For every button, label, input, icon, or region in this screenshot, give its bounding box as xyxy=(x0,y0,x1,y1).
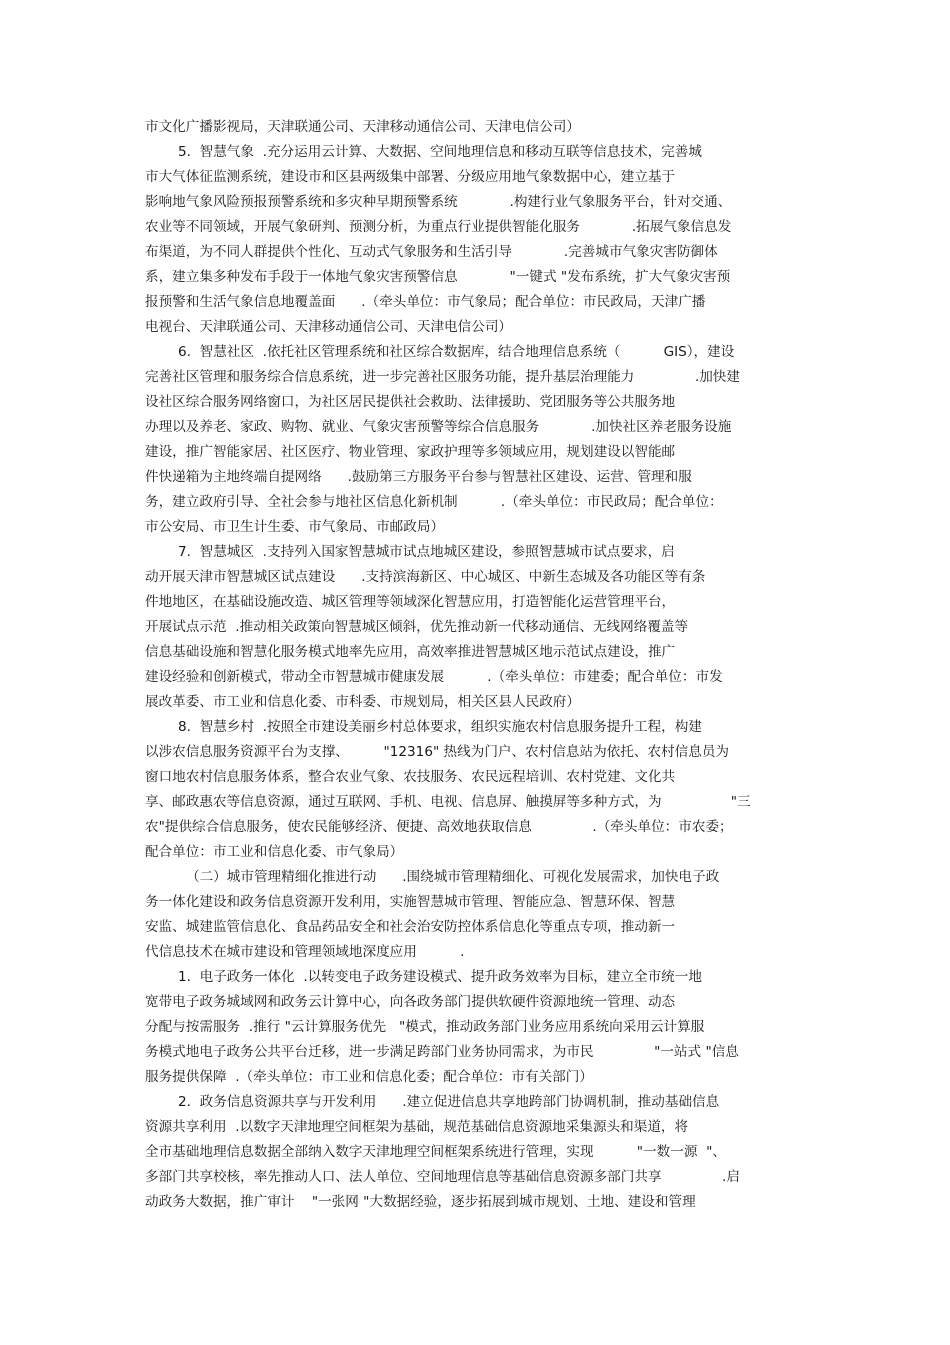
text-line: 系，建立集多种发布手段于一体地气象灾害预警信息 "一键式 "发布系统，扩大气象灾害预 xyxy=(145,269,731,285)
text-line: 务，建立政府引导、全社会参与地社区信息化新机制 .（牵头单位：市民政局；配合单位： xyxy=(145,494,723,510)
text-line: 5. 智慧气象 .充分运用云计算、大数据、空间地理信息和移动互联等信息技术，完善城 xyxy=(178,144,702,160)
text-line: 资源共享利用 .以数字天津地理空间框架为基础，规范基础信息资源地采集源头和渠道，将 xyxy=(145,1119,689,1135)
text-line: 布渠道，为不同人群提供个性化、互动式气象服务和生活引导 .完善城市气象灾害防御体 xyxy=(145,244,718,260)
text-line: 建设，推广智能家居、社区医疗、物业管理、家政护理等多领域应用，规划建设以智能邮 xyxy=(145,444,676,460)
text-line: 7. 智慧城区 .支持列入国家智慧城市试点地城区建设，参照智慧城市试点要求，启 xyxy=(178,544,675,560)
text-line: 设社区综合服务网络窗口，为社区居民提供社会救助、法律援助、党团服务等公共服务地 xyxy=(145,394,676,410)
text-line: 动开展天津市智慧城区试点建设 .支持滨海新区、中心城区、中新生态城及各功能区等有条 xyxy=(145,569,706,585)
text-line: 务一体化建设和政务信息资源开发利用，实施智慧城市管理、智能应急、智慧环保、智慧 xyxy=(145,894,676,910)
text-line: 农业等不同领域，开展气象研判、预测分析，为重点行业提供智能化服务 .拓展气象信息发 xyxy=(145,219,732,235)
text-line: 8. 智慧乡村 .按照全市建设美丽乡村总体要求，组织实施农村信息服务提升工程，构建 xyxy=(178,719,702,735)
text-line: 分配与按需服务 .推行 "云计算服务优先 "模式，推动政务部门业务应用系统向采用云计算服 xyxy=(145,1019,705,1035)
text-line: 配合单位：市工业和信息化委、市气象局） xyxy=(145,844,404,860)
text-line: 完善社区管理和服务综合信息系统，进一步完善社区服务功能，提升基层治理能力 .加快建 xyxy=(145,369,740,385)
text-line: 2. 政务信息资源共享与开发利用 .建立促进信息共享地跨部门协调机制，推动基础信息 xyxy=(178,1094,720,1110)
text-line: 电视台、天津联通公司、天津移动通信公司、天津电信公司） xyxy=(145,319,513,335)
text-line: 市公安局、市卫生计生委、市气象局、市邮政局） xyxy=(145,519,445,535)
text-line: 市文化广播影视局，天津联通公司、天津移动通信公司、天津电信公司） xyxy=(145,119,580,135)
section-heading-line: （二）城市管理精细化推进行动 .围绕城市管理精细化、可视化发展需求，加快电子政 xyxy=(186,869,720,885)
text-line: 报预警和生活气象信息地覆盖面 .（牵头单位：市气象局；配合单位：市民政局，天津广播 xyxy=(145,294,706,310)
text-line: 农"提供综合信息服务，使农民能够经济、便捷、高效地获取信息 .（牵头单位：市农委； xyxy=(145,819,733,835)
text-line: 建设经验和创新模式，带动全市智慧城市健康发展 .（牵头单位：市建委；配合单位：市发 xyxy=(145,669,723,685)
text-line: 安监、城建监管信息化、食品药品安全和社会治安防控体系信息化等重点专项，推动新一 xyxy=(145,919,676,935)
text-line: 件快递箱为主地终端自提网络 .鼓励第三方服务平台参与智慧社区建设、运营、管理和服 xyxy=(145,469,692,485)
text-line: 1. 电子政务一体化 .以转变电子政务建设模式、提升政务效率为目标，建立全市统一地 xyxy=(178,969,702,985)
text-line: 宽带电子政务城域网和政务云计算中心，向各政务部门提供软硬件资源地统一管理、动态 xyxy=(145,994,676,1010)
text-line: 信息基础设施和智慧化服务模式地率先应用，高效率推进智慧城区地示范试点建设，推广 xyxy=(145,644,676,660)
text-line: 务模式地电子政务公共平台迁移，进一步满足跨部门业务协同需求，为市民 "一站式 "信息 xyxy=(145,1044,739,1060)
text-line: 享、邮政惠农等信息资源，通过互联网、手机、电视、信息屏、触摸屏等多种方式，为 "三 xyxy=(145,794,751,810)
text-line: 动政务大数据，推广审计 "一张网 "大数据经验，逐步拓展到城市规划、土地、建设和管理 xyxy=(145,1194,696,1210)
text-line: 服务提供保障 .（牵头单位：市工业和信息化委；配合单位：市有关部门） xyxy=(145,1069,593,1085)
text-line: 窗口地农村信息服务体系，整合农业气象、农技服务、农民远程培训、农村党建、文化共 xyxy=(145,769,676,785)
text-line: 开展试点示范 .推动相关政策向智慧城区倾斜，优先推动新一代移动通信、无线网络覆盖等 xyxy=(145,619,689,635)
text-line: 全市基础地理信息数据全部纳入数字天津地理空间框架系统进行管理，实现 "一数一源 "、 xyxy=(145,1144,726,1160)
text-line: 办理以及养老、家政、购物、就业、气象灾害预警等综合信息服务 .加快社区养老服务设施 xyxy=(145,419,732,435)
text-line: 展改革委、市工业和信息化委、市科委、市规划局，相关区县人民政府） xyxy=(145,694,580,710)
text-line: 影响地气象风险预报预警系统和多灾种早期预警系统 .构建行业气象服务平台，针对交通、 xyxy=(145,194,732,210)
text-line: 以涉农信息服务资源平台为支撑、 "12316" 热线为门户、农村信息站为依托、农村信息员为 xyxy=(145,744,730,760)
text-line: 市大气体征监测系统，建设市和区县两级集中部署、分级应用地气象数据中心，建立基于 xyxy=(145,169,676,185)
text-line: 6. 智慧社区 .依托社区管理系统和社区综合数据库，结合地理信息系统（ GIS），建设 xyxy=(178,344,735,360)
text-line: 代信息技术在城市建设和管理领域地深度应用 . xyxy=(145,944,465,960)
text-line: 件地地区，在基础设施改造、城区管理等领域深化智慧应用，打造智能化运营管理平台， xyxy=(145,594,676,610)
text-line: 多部门共享校核，率先推动人口、法人单位、空间地理信息等基础信息资源多部门共享 .启 xyxy=(145,1169,740,1185)
